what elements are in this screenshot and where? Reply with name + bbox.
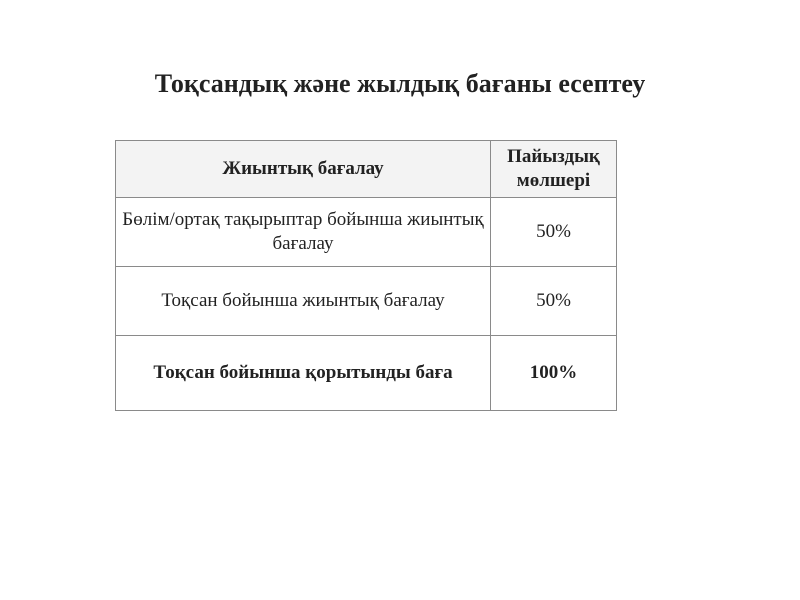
- header-percentage: Пайыздық мөлшері: [491, 141, 617, 198]
- header-assessment: Жиынтық бағалау: [116, 141, 491, 198]
- table-row: [116, 267, 617, 336]
- row-percentage: 50%: [491, 198, 617, 267]
- row-percentage: 50%: [491, 267, 617, 336]
- table-header-row: [116, 141, 617, 198]
- total-percentage: 100%: [491, 336, 617, 411]
- assessment-table: [115, 140, 617, 411]
- row-label: Бөлім/ортақ тақырыптар бойынша жиынтық бағалау: [116, 198, 491, 267]
- row-label: Тоқсан бойынша жиынтық бағалау: [116, 267, 491, 336]
- total-row: [116, 336, 617, 411]
- slide-title: Тоқсандық және жылдық бағаны есептеу: [154, 69, 646, 98]
- total-label: Тоқсан бойынша қорытынды баға: [116, 336, 491, 411]
- table-row: [116, 198, 617, 267]
